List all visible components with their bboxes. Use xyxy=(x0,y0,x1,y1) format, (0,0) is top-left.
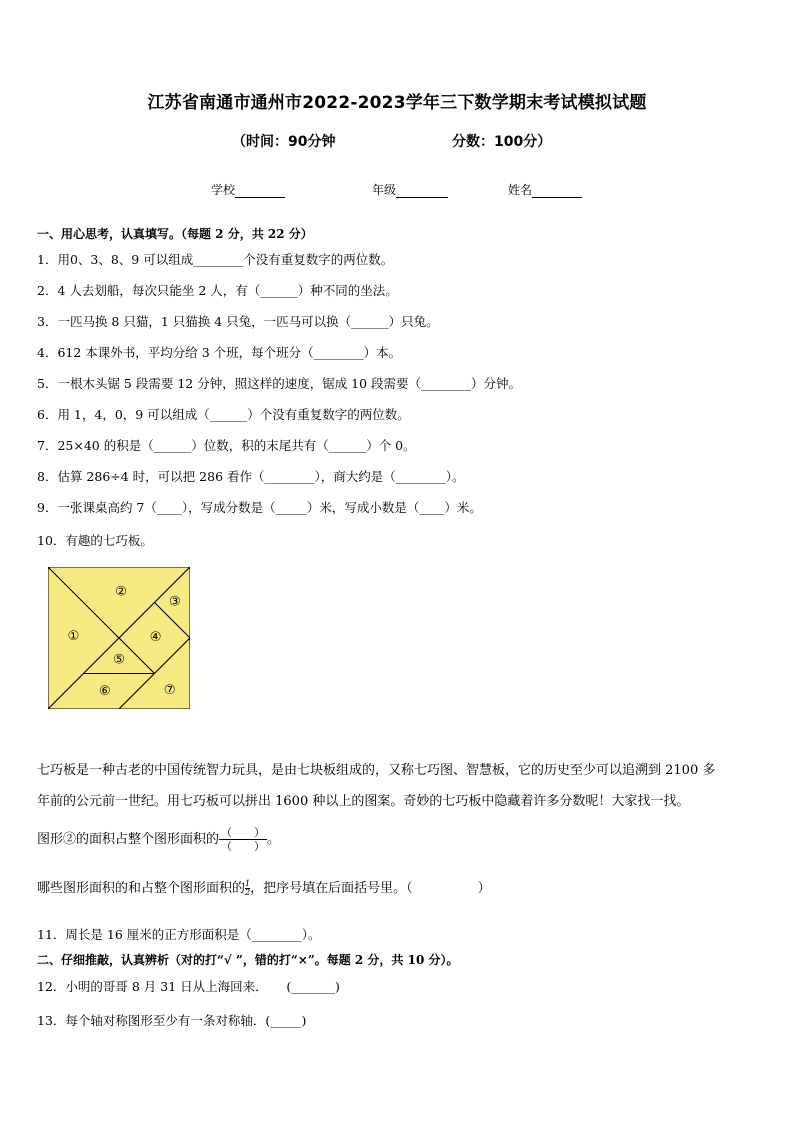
school-blank xyxy=(235,184,285,198)
section-2-heading: 二、仔细推敲，认真辨析（对的打“√ ”，错的打“×”。每题 2 分，共 10 分）。 xyxy=(37,953,459,967)
question-8: 8．估算 286÷4 时，可以把 286 看作（________），商大约是（________）。 xyxy=(37,469,465,484)
question-5: 5．一根木头锯 5 段需要 12 分钟，照这样的速度，锯成 10 段需要（________）分钟。 xyxy=(37,376,522,391)
school-label: 学校 xyxy=(211,183,236,197)
fraction-numerator: （ ） xyxy=(221,826,266,839)
question-6: 6．用 1，4，0，9 可以组成（______）个没有重复数字的两位数。 xyxy=(37,407,410,422)
subquestion-2-text: 哪些图形面积的和占整个图形面积的 xyxy=(37,881,246,896)
grade-field xyxy=(372,181,448,198)
question-12: 12．小明的哥哥 8 月 31 日从上海回来． (_______) xyxy=(37,979,340,994)
question-10: 10．有趣的七巧板。 xyxy=(37,533,153,548)
question-4: 4．612 本课外书，平均分给 3 个班，每个班分（________）本。 xyxy=(37,345,402,360)
page-title: 江苏省南通市通州市2022-2023学年三下数学期末考试模拟试题 xyxy=(147,93,647,113)
question-3: 3．一匹马换 8 只猫，1 只猫换 4 只兔，一匹马可以换（______）只兔。 xyxy=(37,314,439,329)
exam-score: 分数：100分） xyxy=(452,134,552,150)
question-7: 7．25×40 的积是（______）位数，积的末尾共有（______）个 0。 xyxy=(37,438,416,453)
section-1-heading: 一、用心思考，认真填写。（每题 2 分，共 22 分） xyxy=(37,227,313,241)
school-field xyxy=(211,181,285,198)
question-11: 11．周长是 16 厘米的正方形面积是（________）。 xyxy=(37,927,321,942)
subquestion-1-text: 图形②的面积占整个图形面积的 xyxy=(37,832,220,847)
name-blank xyxy=(532,184,582,198)
tangram-description-line-1: 七巧板是一种古老的中国传统智力玩具，是由七块板组成的，又称七巧图、智慧板，它的历史至少可以追溯到 2100 多 xyxy=(37,763,716,778)
tangram-label-6: ⑥ xyxy=(98,683,111,699)
question-13: 13．每个轴对称图形至少有一条对称轴．(_____) xyxy=(37,1013,307,1028)
name-label: 姓名 xyxy=(508,183,533,197)
subquestion-2-suffix: ，把序号填在后面括号里。（ ） xyxy=(250,881,491,896)
grade-blank xyxy=(396,184,448,198)
half-numerator: 1 xyxy=(245,879,251,888)
tangram-label-5: ⑤ xyxy=(113,652,125,668)
grade-label: 年级 xyxy=(372,183,397,197)
blank-fraction xyxy=(219,826,267,853)
subquestion-1-suffix: 。 xyxy=(267,832,281,847)
tangram-label-1: ① xyxy=(67,629,80,645)
tangram-subquestion-2 xyxy=(37,877,491,897)
tangram-label-2: ② xyxy=(115,584,127,600)
name-field xyxy=(508,181,582,198)
tangram-label-3: ③ xyxy=(168,594,181,610)
tangram-label-7: ⑦ xyxy=(163,682,176,698)
fraction-denominator: （ ） xyxy=(221,840,266,853)
tangram-subquestion-1 xyxy=(37,826,280,853)
question-1: 1．用0、3、8、9 可以组成________个没有重复数字的两位数。 xyxy=(37,252,394,267)
question-2: 2．4 人去划船，每次只能坐 2 人，有（______）种不同的坐法。 xyxy=(37,283,398,298)
half-denominator: 2 xyxy=(245,888,251,897)
tangram-figure xyxy=(48,567,190,709)
tangram-description-line-2: 年前的公元前一世纪。用七巧板可以拼出 1600 种以上的图案。奇妙的七巧板中隐藏着许多分数呢！大家找一找。 xyxy=(37,794,690,809)
tangram-label-4: ④ xyxy=(149,630,162,646)
question-9: 9．一张课桌高约 7（____），写成分数是（_____）米，写成小数是（____）米。 xyxy=(37,500,482,515)
exam-time: （时间：90分钟 xyxy=(232,134,336,150)
